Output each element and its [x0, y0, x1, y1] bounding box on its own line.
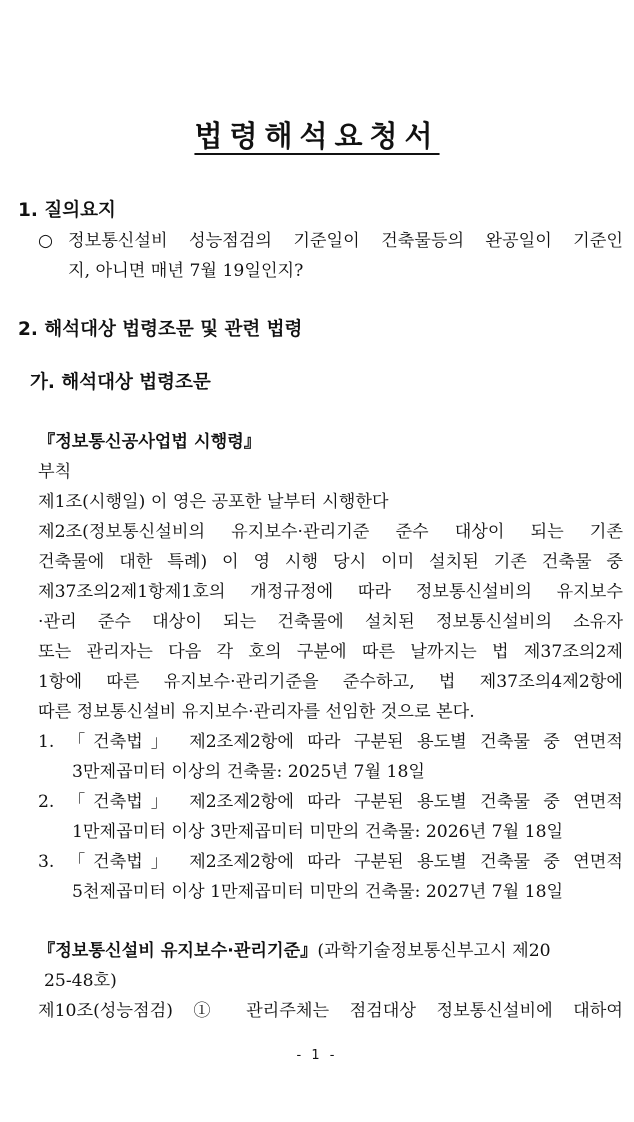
bullet-symbol: ○: [38, 231, 53, 251]
law-1-line-4: 제37조의2제1항제1호의 개정규정에 따라 정보통신설비의 유지보수: [38, 582, 623, 602]
section-2-subheading: 가. 해석대상 법령조문: [30, 372, 211, 393]
law-1-line-3: 건축물에 대한 특례) 이 영 시행 당시 이미 설치된 기존 건축물 중: [38, 552, 623, 572]
law-2-title: 『정보통신설비 유지보수·관리기준』: [38, 941, 318, 961]
law-1-line-2: 제2조(정보통신설비의 유지보수·관리기준 준수 대상이 되는 기존: [38, 522, 623, 542]
document-title: 법령해석요청서: [194, 119, 440, 153]
section-1-heading: 1. 질의요지: [18, 200, 116, 221]
law-1-line-1: 제1조(시행일) 이 영은 공포한 날부터 시행한다: [38, 492, 389, 512]
question-line-1: 정보통신설비 성능점검의 기준일이 건축물등의 완공일이 기준인: [68, 231, 623, 251]
item-1-line-2: 3만제곱미터 이상의 건축물: 2025년 7월 18일: [72, 762, 426, 782]
law-1-line-7: 1항에 따른 유지보수·관리기준을 준수하고, 법 제37조의4제2항에: [38, 672, 623, 692]
law-1-line-6: 또는 관리자는 다음 각 호의 구분에 따른 날까지는 법 제37조의2제: [38, 642, 623, 662]
law-2-title-line: [38, 941, 551, 961]
page-number: - 1 -: [296, 1048, 338, 1063]
item-1-number: 1.: [38, 732, 55, 752]
law-2-note: (과학기술정보통신부고시 제20: [317, 941, 551, 961]
question-line-2: 지, 아니면 매년 7월 19일인지?: [68, 261, 304, 281]
item-3-number: 3.: [38, 852, 55, 872]
law-2-article: 제10조(성능점검) ① 관리주체는 점검대상 정보통신설비에 대하여: [38, 1001, 623, 1021]
item-2-line-1: 「건축법」 제2조제2항에 따라 구분된 용도별 건축물 중 연면적: [68, 792, 623, 812]
law-1-title: 『정보통신공사업법 시행령』: [38, 432, 261, 452]
item-1-line-1: 「건축법」 제2조제2항에 따라 구분된 용도별 건축물 중 연면적: [68, 732, 623, 752]
section-2-heading: 2. 해석대상 법령조문 및 관련 법령: [18, 319, 303, 340]
item-2-line-2: 1만제곱미터 이상 3만제곱미터 미만의 건축물: 2026년 7월 18일: [72, 822, 564, 842]
law-1-line-0: 부칙: [38, 462, 72, 482]
law-1-line-8: 따른 정보통신설비 유지보수·관리자를 선임한 것으로 본다.: [38, 702, 475, 722]
item-3-line-1: 「건축법」 제2조제2항에 따라 구분된 용도별 건축물 중 연면적: [68, 852, 623, 872]
item-3-line-2: 5천제곱미터 이상 1만제곱미터 미만의 건축물: 2027년 7월 18일: [72, 882, 564, 902]
law-1-line-5: ·관리 준수 대상이 되는 건축물에 설치된 정보통신설비의 소유자: [38, 612, 623, 632]
law-2-note-line-2: 25-48호): [44, 971, 117, 991]
item-2-number: 2.: [38, 792, 55, 812]
